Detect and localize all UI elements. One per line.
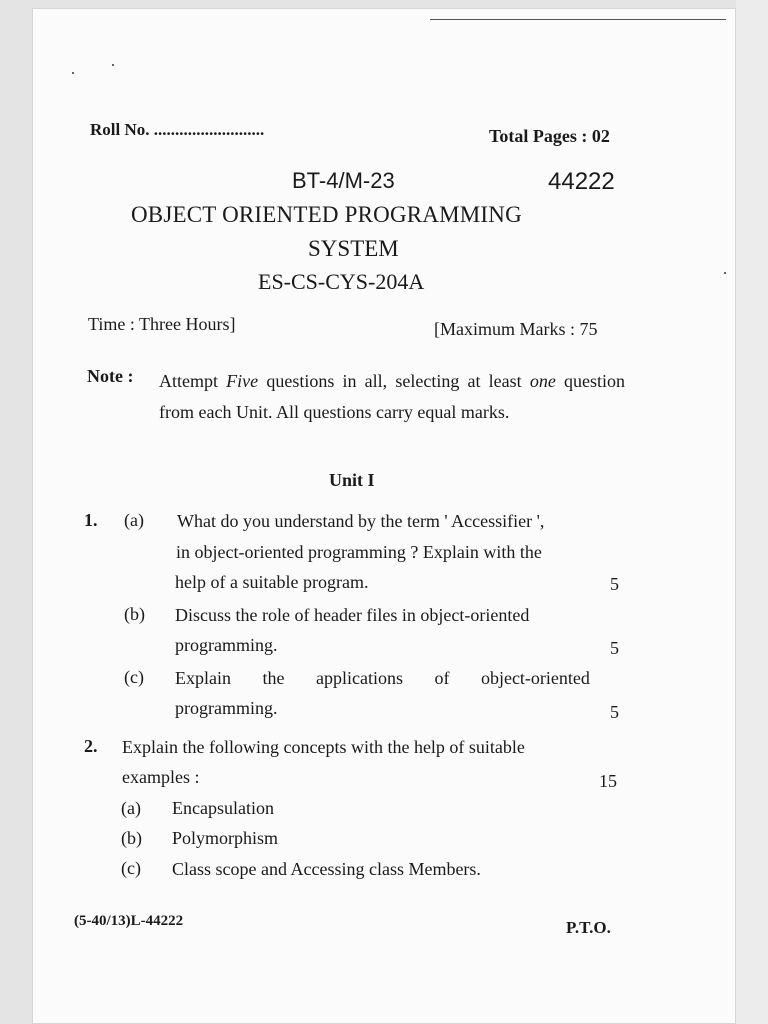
note-text-part: questions in all, selecting at least <box>258 371 530 391</box>
paper-code: BT-4/M-23 <box>292 168 395 193</box>
question-line: Discuss the role of header files in object-oriented <box>175 605 530 625</box>
question-line: What do you understand by the term ' Accessifier ', <box>177 511 545 531</box>
total-pages: Total Pages : 02 <box>489 126 610 146</box>
note-text <box>159 366 625 428</box>
note-text-part: question from each Unit. All questions carry equal marks. <box>159 371 625 422</box>
part-label: (a) <box>121 798 141 818</box>
note-text-part: Attempt <box>159 371 227 391</box>
question-line: examples : <box>122 767 200 787</box>
scan-speck <box>112 64 114 66</box>
note-emphasis-one: one <box>529 371 556 391</box>
marks-value: 5 <box>610 574 619 594</box>
part-label: (c) <box>121 858 141 878</box>
exam-duration: Time : Three Hours] <box>88 314 236 334</box>
please-turn-over: P.T.O. <box>566 918 611 937</box>
question-number: 2. <box>84 736 98 756</box>
part-label: (b) <box>121 828 142 848</box>
concept-item: Encapsulation <box>172 798 274 818</box>
note-label: Note : <box>87 366 134 386</box>
concept-item: Polymorphism <box>172 828 279 848</box>
question-line: programming. <box>175 698 278 718</box>
question-line: Explain the following concepts with the help of suitable <box>122 737 525 757</box>
maximum-marks: [Maximum Marks : 75 <box>434 319 598 339</box>
scan-speck <box>72 72 74 74</box>
marks-value: 5 <box>610 638 619 658</box>
paper-title-line2: SYSTEM <box>308 236 399 261</box>
question-line: in object-oriented programming ? Explain with the <box>176 542 542 562</box>
page-edge <box>736 0 768 1024</box>
roll-number: Roll No. .......................... <box>90 120 265 139</box>
scan-line <box>430 19 726 20</box>
marks-value: 5 <box>610 702 619 722</box>
concept-item: Class scope and Accessing class Members. <box>172 859 481 879</box>
note-emphasis-five: Five <box>226 371 259 391</box>
part-label: (a) <box>124 510 144 530</box>
part-label: (c) <box>124 667 144 687</box>
paper-number: 44222 <box>548 168 615 195</box>
paper-title-line1: OBJECT ORIENTED PROGRAMMING <box>131 202 522 227</box>
question-line: Explain the applications of object-oriented <box>175 668 590 688</box>
footer-code: (5-40/13)L-44222 <box>74 913 184 929</box>
marks-value: 15 <box>599 771 617 791</box>
course-code: ES-CS-CYS-204A <box>258 269 425 294</box>
question-line: help of a suitable program. <box>175 572 369 592</box>
question-line: programming. <box>175 635 278 655</box>
scan-speck <box>724 272 726 274</box>
question-number: 1. <box>84 510 98 530</box>
part-label: (b) <box>124 604 145 624</box>
unit-heading: Unit I <box>329 470 375 490</box>
